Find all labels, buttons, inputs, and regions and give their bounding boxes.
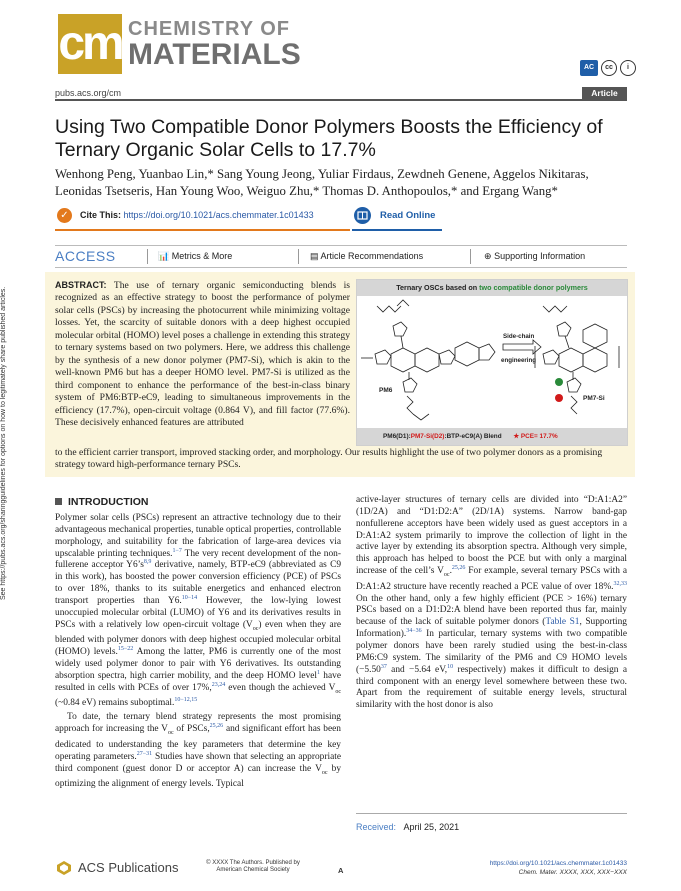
author-list — [55, 166, 627, 200]
page-number: A — [338, 866, 344, 875]
toc-arrow-label-2: engineering — [501, 357, 537, 364]
abstract-continuation: to the efficient carrier transport, improved stacking order, and morphology. Our results highlight the use of two polymer donors as a promising strategy toward high-performance ternary PSCs. — [55, 447, 603, 471]
copyright-notice: © XXXX The Authors. Published by American Chemical Society — [206, 860, 300, 873]
received-rule — [356, 813, 627, 814]
cite-icon[interactable]: ✓ — [57, 208, 72, 223]
table-s1-link[interactable]: Table S1 — [545, 617, 580, 628]
supporting-label: Supporting Information — [494, 251, 586, 261]
access-divider — [298, 249, 299, 264]
article-title: Using Two Compatible Donor Polymers Boosts the Efficiency of Ternary Organic Solar Cells to 17.7% — [55, 116, 603, 161]
journal-logo-mark: cm — [58, 14, 122, 74]
bar-chart-icon: 📊 — [158, 251, 170, 261]
author-line-2: Leonidas Tsetseris, Han Young Woo, Weiguo Zhu,* Thomas D. Anthopoulos,* and Ergang Wang* — [55, 184, 558, 198]
journal-name-line2: MATERIALS — [128, 38, 301, 71]
received-value: April 25, 2021 — [403, 822, 460, 832]
read-online-icon[interactable] — [354, 207, 371, 224]
article-type-tab: Article — [582, 87, 627, 100]
right-column — [356, 495, 627, 712]
metrics-button[interactable] — [158, 251, 232, 262]
author-line-1: Wenhong Peng, Yuanbao Lin,* Sang Young Jeong, Yuliar Firdaus, Zewdneh Genene, Aggelos Nikitaras, — [55, 167, 589, 181]
toc-graphic — [356, 279, 628, 446]
intro-paragraph-3: active-layer structures of ternary cells are divided into “D:A1:A2” (1D/2A) and “D1:D2:A” (2D/1A) systems. Narrow band-gap nonfullerene acceptors have been widely used as guest acceptors in a D:A1:A2 system primarily to improve the collection of light in the active layer by extending its absorption spectra. Although very simple, this approach has helped to boost the PCE but with only a marginal increase of the cell’s $V_{oc}.^{25,26}$ For example, several ternary PSCs with a D:A1:A2 structure have recently reached a PCE value of over 18%.$^{32,33}$ On the other hand, only a few highly efficient (PCE > 16%) ternary PSCs based on a D1:D2:A blend have been reported thus far, mainly because of the lack of suitable polymer donors (Table S1, Supporting Information).$^{34-36}$ In particular, ternary systems with two compatible polymer donors have been rarely studied using the best-in-class PM6:C9 system. The similarity of the PM6 and C9 HOMO levels ($-5.50^{37}$ and −5.64 eV,$^{10}$ respectively) makes it difficult to design a third component with an energy level somewhere between these two. Apart from the requirement of suitable energy levels, structural similarity with the host donor is also — [356, 495, 627, 711]
section-heading-introduction — [55, 496, 149, 508]
acs-authorchoice-icon[interactable]: AC — [580, 60, 598, 76]
toc-header — [357, 280, 627, 296]
access-rule-top — [55, 245, 627, 246]
footer-doi-link[interactable]: https://doi.org/10.1021/acs.chemmater.1c01433 — [489, 860, 627, 867]
download-margin-note — [0, 287, 8, 600]
journal-name-line1: CHEMISTRY OF — [128, 18, 291, 40]
toc-footer-pce: ★ PCE= 17.7% — [513, 433, 558, 440]
toc-footer-acceptor: :BTP-eC9(A) Blend — [444, 433, 502, 440]
journal-url[interactable]: pubs.acs.org/cm — [55, 88, 122, 98]
access-label: ACCESS — [55, 248, 116, 264]
received-label: Received: — [356, 822, 397, 832]
cite-label: Cite This: — [80, 210, 122, 220]
toc-mol-right-label: PM7-Si — [583, 395, 605, 402]
doi-link[interactable]: https://doi.org/10.1021/acs.chemmater.1c01433 — [123, 210, 314, 220]
read-online-button[interactable]: Read Online — [380, 210, 436, 221]
left-column — [55, 513, 341, 791]
received-date — [356, 822, 459, 832]
margin-note-line-2[interactable]: See https://pubs.acs.org/sharingguidelines for options on how to legitimately share published articles. — [0, 286, 7, 600]
abstract-text — [55, 279, 350, 429]
access-divider — [470, 249, 471, 264]
access-rule-bottom — [55, 267, 627, 268]
toc-header-highlight: two compatible donor polymers — [479, 283, 588, 292]
cite-this — [80, 210, 314, 220]
molecule-structures — [357, 296, 627, 428]
recommendations-label: Article Recommendations — [320, 251, 424, 261]
publisher-name: ACS Publications — [78, 860, 179, 875]
toc-mol-left-label: PM6 — [379, 387, 393, 394]
si-atom-marker — [555, 378, 563, 386]
support-icon: ⊕ — [484, 251, 492, 261]
toc-footer — [357, 428, 627, 445]
header-rule — [55, 99, 627, 101]
intro-paragraph-1: Polymer solar cells (PSCs) represent an attractive technology due to their advantageous mechanical properties, tunable optical properties, controllable morphology, and suitability for the fabrication of large-area devices via upscalable printing techniques.$^{1-7}$ The very recent development of the non-fullerene acceptor $Y6’s^{8,9}$ derivative, namely, BTP-eC9 (abbreviated as C9 in this work), has boosted the power conversion efficiency (PCE) of PSCs to over 18%, thanks to its suitable energetics and enhanced electron transport properties than Y6.$^{10-14}$ However, the low-lying lowest unoccupied molecular orbital (LUMO) of Y6 and its derivatives results in PSCs with a relatively low open-circuit voltage $(V_{oc})$ even when they are blended with polymer donors with deep highest occupied molecular orbital (HOMO) levels.$^{15-22}$ Among the latter, PM6 is currently one of the most widely used polymer donor to pair with Y6 derivatives. Its outstanding absorption spectra, high carrier mobility, and the deep HOMO level$^1$ have resulted in cells with PCEs of over 17%,$^{23,24}$ even though the achieved $V_{oc}$ (~0.84 eV) remains suboptimal.$^{10-12,15}$ — [55, 513, 342, 709]
footer-citation: Chem. Mater. XXXX, XXX, XXX−XXX — [518, 869, 627, 876]
read-online-underline — [352, 229, 442, 231]
creative-commons-icon[interactable]: cc — [601, 60, 617, 76]
section-heading-text: INTRODUCTION — [68, 496, 149, 508]
acs-logo-icon — [56, 860, 72, 876]
attribution-icon[interactable]: i — [620, 60, 636, 76]
intro-paragraph-2: To date, the ternary blend strategy represents the most promising approach for increasing the $V_{oc}$ of PSCs,$^{25,26}$ and significant effort has been dedicated to understanding the key parameters that determine the key operating parameters.$^{27-31}$ Studies have shown that selecting an appropriate third component (guest donor D or acceptor A) can increase the $V_{oc}$ by optimizing the alignment of energy levels. Typical — [55, 712, 342, 790]
toc-header-prefix: Ternary OSCs based on — [396, 283, 480, 292]
access-divider — [147, 249, 148, 264]
supporting-info-button[interactable] — [484, 251, 585, 262]
recommendations-button[interactable] — [310, 251, 423, 262]
metrics-label: Metrics & More — [171, 251, 233, 261]
toc-arrow-label-1: Side-chain — [503, 333, 535, 340]
abstract-label: ABSTRACT: — [55, 280, 107, 290]
toc-footer-d1: PM6(D1): — [383, 433, 411, 440]
document-icon: ▤ — [310, 251, 319, 261]
cite-underline — [55, 229, 350, 231]
abstract-body: The use of ternary organic semiconducting blends is recognized as an effective strategy to boost the performance of polymer solar cells (PSCs) by increasing the photocurrent while minimizing voltage losses. Yet, the scarcity of suitable donors with a deep highest occupied molecular orbital (HOMO) level poses a challenge in extending this strategy to ternary systems based on two polymers. Here, we address this challenge by the synthesis of a new donor polymer (PM7-Si), which is akin to the well-known PM6 but has a deeper HOMO level. PM7-Si is utilized as the third component to enhance the performance of the best-in-class binary system of PM6:BTP-eC9, leading to simultaneous improvements in the efficiency (17.7%), open-circuit voltage (0.864 V), and fill factor (77.6%). These decisively enhanced features are attributed — [55, 280, 350, 428]
section-square-icon — [55, 498, 62, 505]
toc-footer-d2: PM7-Si(D2) — [410, 433, 445, 440]
cl-atom-marker — [555, 394, 563, 402]
license-badges — [580, 60, 636, 76]
